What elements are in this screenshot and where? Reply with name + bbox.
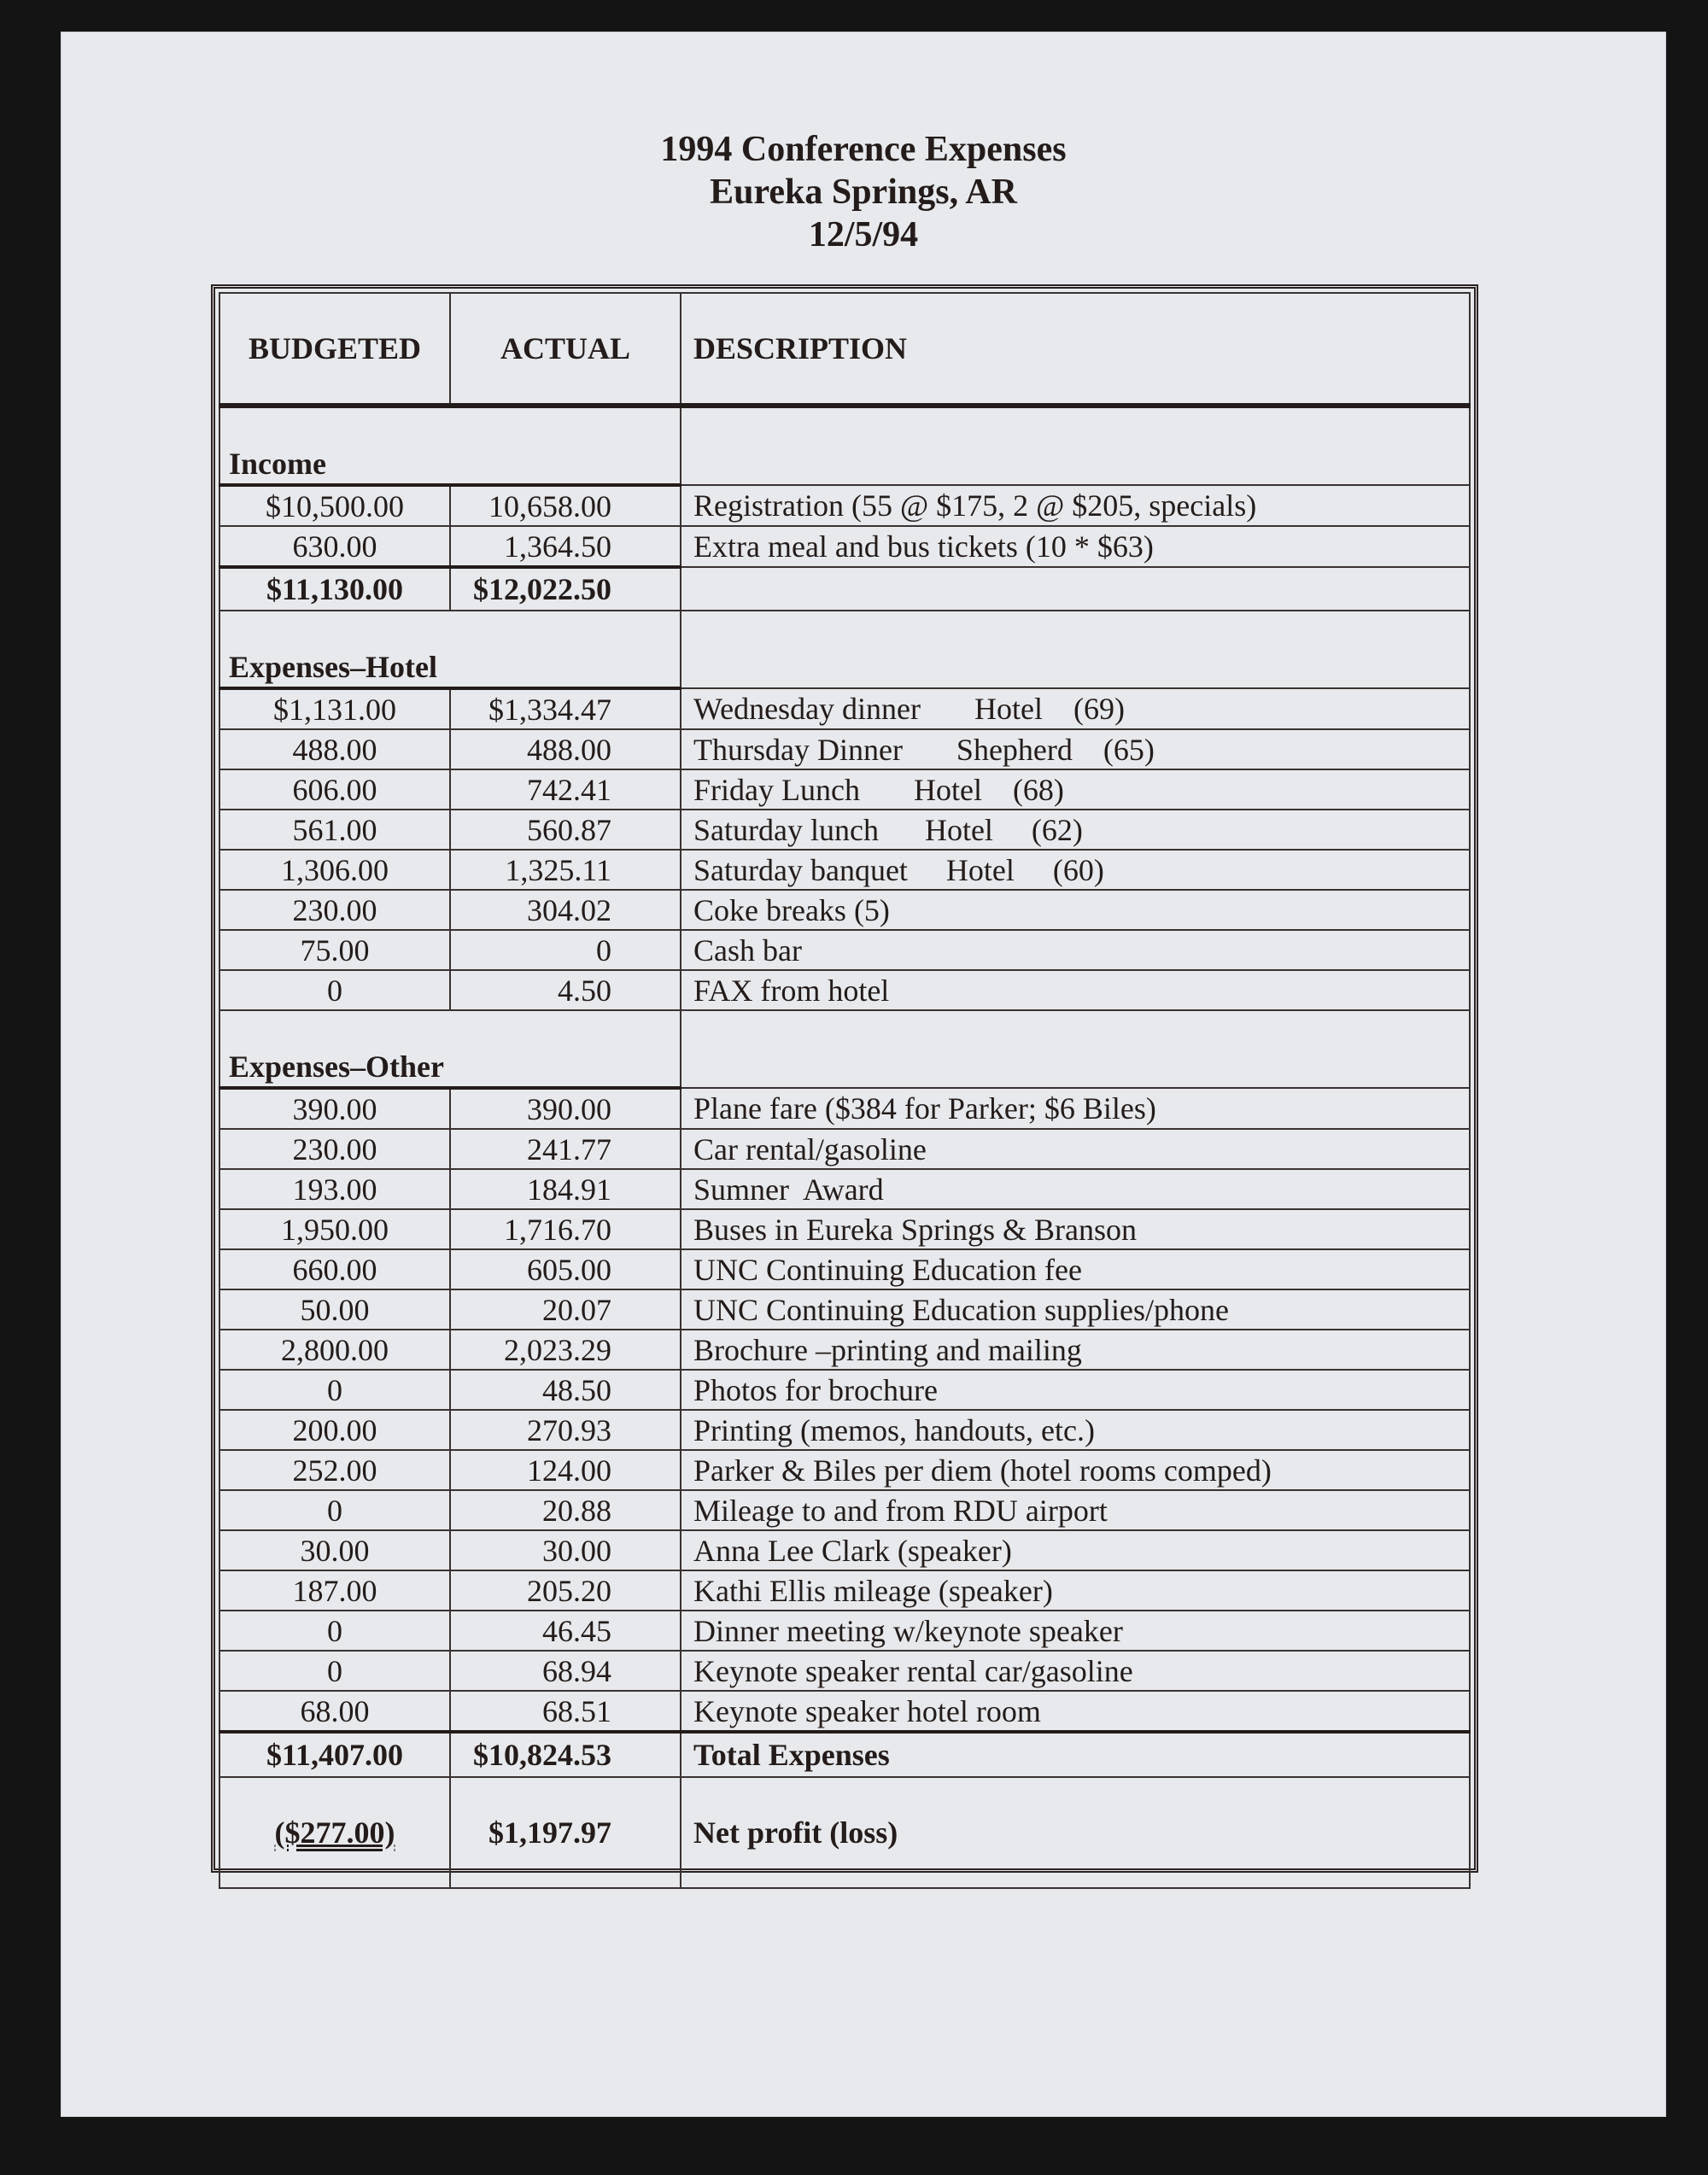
description-cell: Keynote speaker rental car/gasoline [681, 1651, 1470, 1691]
actual-cell: 1,364.50 [450, 526, 681, 567]
description-cell: Mileage to and from RDU airport [681, 1490, 1470, 1530]
budgeted-cell: 75.00 [219, 930, 450, 970]
table-row [219, 1209, 1470, 1249]
actual-cell: 241.77 [450, 1129, 681, 1169]
net-profit-label: Net profit (loss) [681, 1777, 1470, 1888]
actual-cell: 30.00 [450, 1530, 681, 1570]
budgeted-cell: 230.00 [219, 890, 450, 930]
description-cell: Keynote speaker hotel room [681, 1691, 1470, 1732]
actual-cell: 1,716.70 [450, 1209, 681, 1249]
actual-cell: 605.00 [450, 1249, 681, 1289]
budgeted-cell: 660.00 [219, 1249, 450, 1289]
budgeted-cell: 561.00 [219, 810, 450, 850]
document-title [61, 128, 1665, 256]
budgeted-cell: 488.00 [219, 729, 450, 769]
table-row [219, 1611, 1470, 1651]
table-row [219, 729, 1470, 769]
table-row [219, 769, 1470, 810]
income-total-row [219, 567, 1470, 611]
table-row [219, 485, 1470, 526]
budgeted-cell: 30.00 [219, 1530, 450, 1570]
description-cell: Car rental/gasoline [681, 1129, 1470, 1169]
section-income [219, 406, 1470, 485]
actual-cell: 68.51 [450, 1691, 681, 1732]
description-cell: Buses in Eureka Springs & Branson [681, 1209, 1470, 1249]
budgeted-cell: 252.00 [219, 1450, 450, 1490]
table-row [219, 1490, 1470, 1530]
actual-cell: 20.07 [450, 1289, 681, 1330]
header-budgeted: BUDGETED [219, 293, 450, 406]
actual-cell: 560.87 [450, 810, 681, 850]
budgeted-cell: 0 [219, 1490, 450, 1530]
actual-cell: 184.91 [450, 1169, 681, 1209]
description-cell: Anna Lee Clark (speaker) [681, 1530, 1470, 1570]
budgeted-cell: 200.00 [219, 1410, 450, 1450]
section-hotel [219, 611, 1470, 688]
expense-table-frame [211, 284, 1478, 1873]
table-row [219, 1570, 1470, 1611]
table-row [219, 1691, 1470, 1732]
budgeted-cell: 2,800.00 [219, 1330, 450, 1370]
actual-cell: 46.45 [450, 1611, 681, 1651]
total-expenses-budgeted: $11,407.00 [219, 1732, 450, 1777]
net-profit-actual: $1,197.97 [450, 1777, 681, 1888]
section-label-income: Income [219, 406, 681, 485]
description-cell: UNC Continuing Education fee [681, 1249, 1470, 1289]
budgeted-cell: 0 [219, 1370, 450, 1410]
actual-cell: 10,658.00 [450, 485, 681, 526]
title-line-3: 12/5/94 [808, 215, 919, 254]
actual-cell: 488.00 [450, 729, 681, 769]
table-row [219, 890, 1470, 930]
actual-cell: 390.00 [450, 1088, 681, 1129]
title-line-2: Eureka Springs, AR [710, 172, 1017, 212]
header-description: DESCRIPTION [681, 293, 1470, 406]
budgeted-cell: 187.00 [219, 1570, 450, 1611]
table-row [219, 1169, 1470, 1209]
description-cell: Parker & Biles per diem (hotel rooms comped) [681, 1450, 1470, 1490]
table-row [219, 688, 1470, 729]
net-profit-budgeted: ($277.00) [274, 1815, 395, 1850]
budgeted-cell: 606.00 [219, 769, 450, 810]
table-header-row [219, 293, 1470, 406]
actual-cell: $1,334.47 [450, 688, 681, 729]
table-row [219, 810, 1470, 850]
budgeted-cell: 193.00 [219, 1169, 450, 1209]
net-profit-budgeted-cell [219, 1777, 450, 1888]
description-cell: Dinner meeting w/keynote speaker [681, 1611, 1470, 1651]
table-row [219, 1088, 1470, 1129]
actual-cell: 1,325.11 [450, 850, 681, 890]
budgeted-cell: 630.00 [219, 526, 450, 567]
table-row [219, 1530, 1470, 1570]
table-row [219, 970, 1470, 1010]
income-total-actual: $12,022.50 [450, 567, 681, 611]
description-cell: Photos for brochure [681, 1370, 1470, 1410]
table-row [219, 1330, 1470, 1370]
table-row [219, 1289, 1470, 1330]
description-cell: Wednesday dinner Hotel (69) [681, 688, 1470, 729]
actual-cell: 0 [450, 930, 681, 970]
description-cell: Registration (55 @ $175, 2 @ $205, specials) [681, 485, 1470, 526]
description-cell: Cash bar [681, 930, 1470, 970]
actual-cell: 20.88 [450, 1490, 681, 1530]
actual-cell: 270.93 [450, 1410, 681, 1450]
table-row [219, 1410, 1470, 1450]
section-blank [681, 406, 1470, 485]
description-cell: Saturday banquet Hotel (60) [681, 850, 1470, 890]
budgeted-cell: 0 [219, 1651, 450, 1691]
actual-cell: 304.02 [450, 890, 681, 930]
actual-cell: 48.50 [450, 1370, 681, 1410]
description-cell: Friday Lunch Hotel (68) [681, 769, 1470, 810]
description-cell: FAX from hotel [681, 970, 1470, 1010]
table-row [219, 526, 1470, 567]
actual-cell: 124.00 [450, 1450, 681, 1490]
table-row [219, 1129, 1470, 1169]
budgeted-cell: 0 [219, 1611, 450, 1651]
budgeted-cell: 390.00 [219, 1088, 450, 1129]
description-cell: Thursday Dinner Shepherd (65) [681, 729, 1470, 769]
table-row [219, 1370, 1470, 1410]
budgeted-cell: 1,306.00 [219, 850, 450, 890]
total-expenses-actual: $10,824.53 [450, 1732, 681, 1777]
description-cell: Brochure –printing and mailing [681, 1330, 1470, 1370]
actual-cell: 742.41 [450, 769, 681, 810]
section-blank [681, 1010, 1470, 1088]
section-other [219, 1010, 1470, 1088]
document-page [61, 32, 1665, 2116]
total-expenses-row [219, 1732, 1470, 1777]
actual-cell: 68.94 [450, 1651, 681, 1691]
description-cell: Coke breaks (5) [681, 890, 1470, 930]
table-row [219, 1450, 1470, 1490]
actual-cell: 2,023.29 [450, 1330, 681, 1370]
description-cell: Saturday lunch Hotel (62) [681, 810, 1470, 850]
net-profit-row [219, 1777, 1470, 1888]
table-row [219, 1249, 1470, 1289]
section-label-other: Expenses–Other [219, 1010, 681, 1088]
description-cell: Printing (memos, handouts, etc.) [681, 1410, 1470, 1450]
section-blank [681, 611, 1470, 688]
budgeted-cell: $1,131.00 [219, 688, 450, 729]
section-label-hotel: Expenses–Hotel [219, 611, 681, 688]
description-cell: Extra meal and bus tickets (10 * $63) [681, 526, 1470, 567]
income-total-blank [681, 567, 1470, 611]
description-cell: Plane fare ($384 for Parker; $6 Biles) [681, 1088, 1470, 1129]
budgeted-cell: 68.00 [219, 1691, 450, 1732]
expense-table [219, 292, 1471, 1889]
income-total-budgeted: $11,130.00 [219, 567, 450, 611]
budgeted-cell: $10,500.00 [219, 485, 450, 526]
budgeted-cell: 0 [219, 970, 450, 1010]
table-row [219, 930, 1470, 970]
budgeted-cell: 230.00 [219, 1129, 450, 1169]
title-line-1: 1994 Conference Expenses [660, 130, 1067, 169]
budgeted-cell: 1,950.00 [219, 1209, 450, 1249]
description-cell: Sumner Award [681, 1169, 1470, 1209]
header-actual: ACTUAL [450, 293, 681, 406]
description-cell: Kathi Ellis mileage (speaker) [681, 1570, 1470, 1611]
description-cell: UNC Continuing Education supplies/phone [681, 1289, 1470, 1330]
budgeted-cell: 50.00 [219, 1289, 450, 1330]
table-row [219, 1651, 1470, 1691]
total-expenses-label: Total Expenses [681, 1732, 1470, 1777]
actual-cell: 4.50 [450, 970, 681, 1010]
actual-cell: 205.20 [450, 1570, 681, 1611]
table-row [219, 850, 1470, 890]
